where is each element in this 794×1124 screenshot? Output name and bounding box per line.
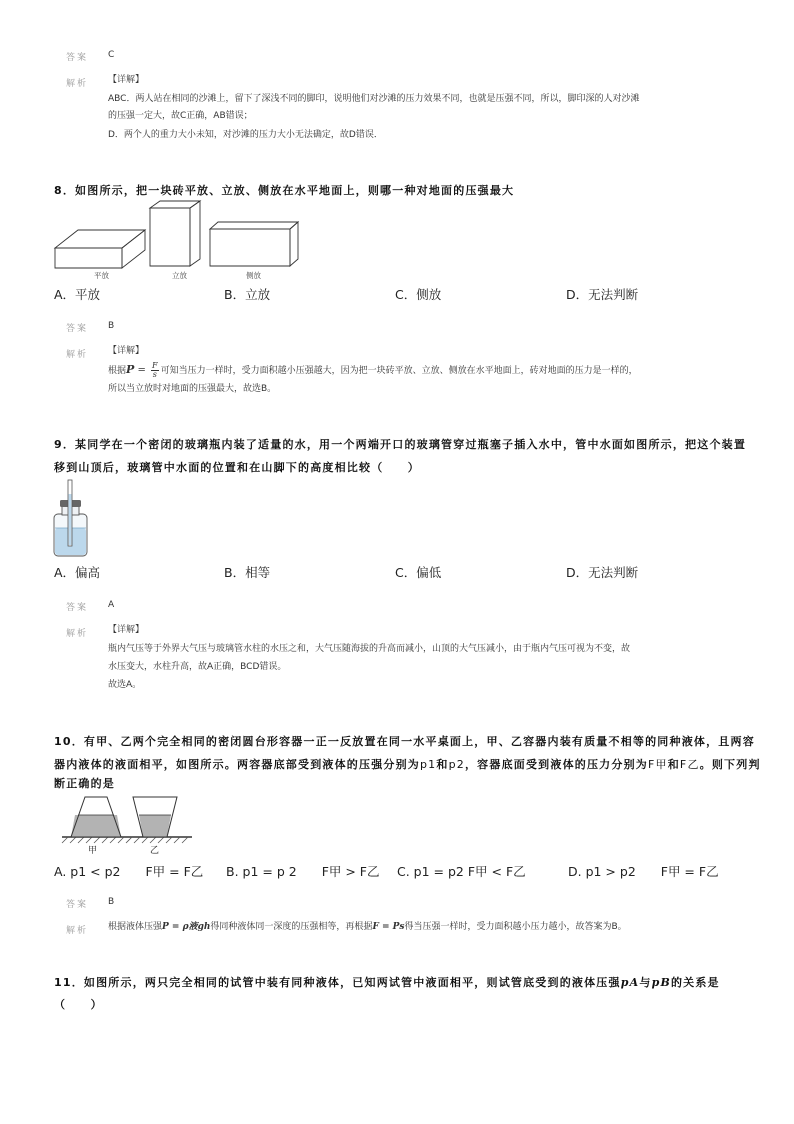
analysis-line: 所以当立放时对地面的压强最大，故选B。 bbox=[108, 384, 277, 394]
answer-tag: 答案 bbox=[66, 324, 89, 334]
option-b: B. p1 = p 2 F甲 > F乙 bbox=[226, 864, 380, 879]
analysis-text: 可知当压力一样时，受力面积越小压强越大，因为把一块砖平放、立放、侧放在水平地面上，砖对地面的压力是一样的， bbox=[160, 366, 638, 376]
question-stem: 10．有甲、乙两个完全相同的密闭圆台形容器一正一反放置在同一水平桌面上，甲、乙容器内装有质量不相等的同种液体，且两容 bbox=[54, 735, 755, 748]
label-jia: 甲 bbox=[88, 846, 98, 856]
symbol-f-jia: F甲 bbox=[647, 758, 668, 771]
stem-text: 和 bbox=[436, 758, 449, 771]
option-a: A．偏高 bbox=[54, 565, 101, 580]
answer-value: B bbox=[108, 897, 115, 907]
option-b: B．立放 bbox=[224, 287, 271, 302]
symbol-p2: p2 bbox=[448, 758, 465, 771]
analysis-line: 水压变大，水柱升高，故A正确，BCD错误。 bbox=[108, 662, 287, 672]
table-hatch bbox=[62, 837, 188, 843]
question-stem: 8．如图所示，把一块砖平放、立放、侧放在水平地面上，则哪一种对地面的压强最大 bbox=[54, 184, 515, 197]
stem-text: 。则下列判 bbox=[699, 758, 761, 771]
question-stem bbox=[54, 971, 720, 994]
formula-prefix: 根据 bbox=[108, 366, 127, 376]
analysis-text: 得同种液体同一深度的压强相等，再根据 bbox=[210, 922, 373, 932]
answer-value: C bbox=[108, 50, 115, 60]
option-c: C. p1 = p2 F甲 < F乙 bbox=[397, 864, 526, 879]
detail-label: 【详解】 bbox=[108, 625, 145, 635]
formula-symbol: P bbox=[126, 363, 135, 376]
symbol-f-yi: F乙 bbox=[679, 758, 700, 771]
symbol-pa: pA bbox=[620, 976, 640, 989]
container-jia bbox=[71, 797, 121, 837]
formula-equals: = bbox=[134, 365, 150, 376]
analysis-line: 故选A。 bbox=[108, 680, 142, 690]
question-stem: 断正确的是 bbox=[54, 777, 115, 790]
option-c: C．偏低 bbox=[395, 565, 442, 580]
answer-tag: 答案 bbox=[66, 900, 89, 910]
analysis-tag: 解析 bbox=[66, 350, 89, 360]
analysis-line: 的压强一定大，故C正确，AB错误； bbox=[108, 111, 253, 121]
question-stem: （ ） bbox=[54, 998, 103, 1011]
stem-text: 11．如图所示，两只完全相同的试管中装有同种液体，已知两试管中液面相平，则试管底受到的液体压强 bbox=[54, 976, 621, 989]
formula-numerator: F bbox=[152, 361, 158, 370]
analysis-line bbox=[108, 919, 627, 936]
formula-denominator: s bbox=[152, 370, 157, 379]
analysis-line: 瓶内气压等于外界大气压与玻璃管水柱的水压之和，大气压随海拔的升高而减小，山顶的大气压减小，由于瓶内气压可视为不变，故 bbox=[108, 644, 631, 654]
stem-text: 的关系是 bbox=[670, 976, 720, 989]
analysis-text: 根据液体压强 bbox=[108, 922, 163, 932]
brick-label-upright: 立放 bbox=[172, 271, 187, 280]
formula-force: F = Ps bbox=[372, 922, 405, 932]
analysis-tag: 解析 bbox=[66, 79, 89, 89]
option-d: D．无法判断 bbox=[566, 287, 639, 302]
question-stem: 移到山顶后，玻璃管中水面的位置和在山脚下的高度相比较（ ） bbox=[54, 461, 420, 474]
stem-text: 和 bbox=[667, 758, 680, 771]
analysis-line: ABC．两人站在相同的沙滩上，留下了深浅不同的脚印，说明他们对沙滩的压力效果不同，也就是压强不同，所以，脚印深的人对沙滩 bbox=[108, 94, 640, 104]
answer-tag: 答案 bbox=[66, 603, 89, 613]
container-yi bbox=[133, 797, 177, 837]
answer-tag: 答案 bbox=[66, 53, 89, 63]
answer-value: A bbox=[108, 600, 115, 610]
formula-pressure: P = ρ液gh bbox=[162, 922, 211, 932]
question-stem: 9．某同学在一个密闭的玻璃瓶内装了适量的水，用一个两端开口的玻璃管穿过瓶塞子插入水中，管中水面如图所示，把这个装置 bbox=[54, 438, 747, 451]
stem-text: 器内液体的液面相平，如图所示。两容器底部受到液体的压强分别为 bbox=[54, 758, 420, 771]
symbol-p1: p1 bbox=[420, 758, 437, 771]
detail-label: 【详解】 bbox=[108, 346, 145, 356]
option-d: D．无法判断 bbox=[566, 565, 639, 580]
analysis-tag: 解析 bbox=[66, 926, 89, 936]
option-c: C．侧放 bbox=[395, 287, 442, 302]
label-yi: 乙 bbox=[150, 846, 160, 856]
option-a: A．平放 bbox=[54, 287, 101, 302]
brick-label-flat: 平放 bbox=[94, 271, 109, 280]
brick-label-side: 侧放 bbox=[246, 271, 261, 280]
stem-text: ，容器底面受到液体的压力分别为 bbox=[464, 758, 648, 771]
option-b: B．相等 bbox=[224, 565, 271, 580]
analysis-text: 得当压强一样时，受力面积越小压力越小，故答案为B。 bbox=[404, 922, 627, 932]
analysis-line: D．两个人的重力大小未知，对沙滩的压力大小无法确定，故D错误． bbox=[108, 130, 383, 140]
option-d: D. p1 > p2 F甲 = F乙 bbox=[568, 864, 719, 879]
symbol-pb: pB bbox=[651, 976, 671, 989]
analysis-tag: 解析 bbox=[66, 629, 89, 639]
option-a: A. p1 < p2 F甲 = F乙 bbox=[54, 864, 204, 879]
stem-text: 与 bbox=[639, 976, 652, 989]
answer-value: B bbox=[108, 321, 115, 331]
detail-label: 【详解】 bbox=[108, 75, 145, 85]
